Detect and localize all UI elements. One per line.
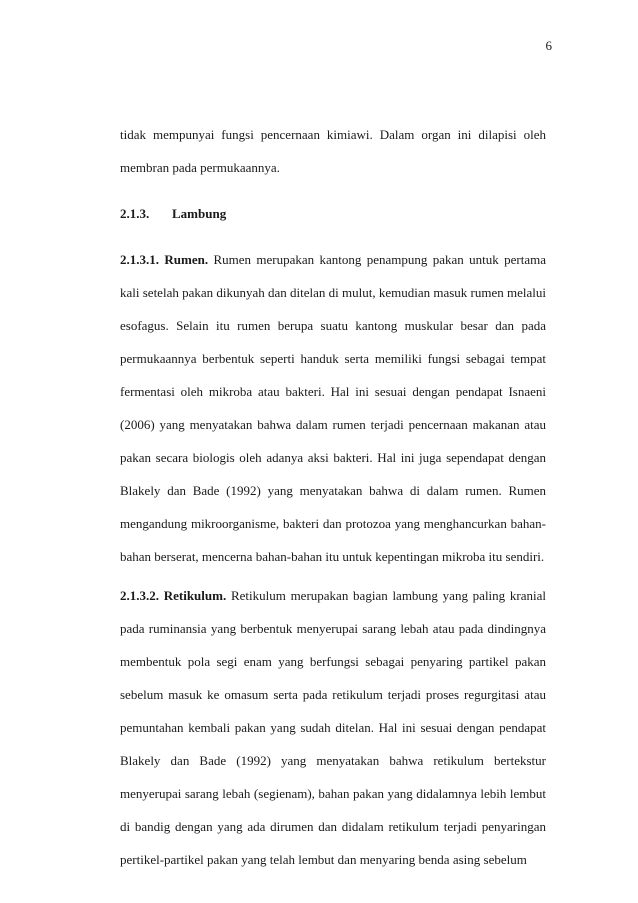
section-title: Lambung — [172, 206, 227, 221]
spacer — [120, 230, 546, 243]
retikulum-body: Retikulum merupakan bagian lambung yang paling kranial pada ruminansia yang berbentuk menyerupai sarang lebah atau pada dindingnya membentuk pola segi enam yang berfungsi sebagai penyaring partikel pakan sebelum masuk ke omasum serta pada retikulum terjadi proses regurgitasi atau pemuntahan kembali pakan yang sudah ditelan. Hal ini sesuai dengan pendapat Blakely dan Bade (1992) yang menyatakan bahwa retikulum bertekstur menyerupai sarang lebah (segienam), bahan pakan yang didalamnya lebih lembut di bandig dengan yang ada dirumen dan didalam retikulum terjadi penyaringan pertikel-partikel pakan yang telah lembut dan menyaring benda asing sebelum — [120, 588, 546, 867]
spacer — [120, 184, 546, 197]
page-number: 6 — [545, 38, 552, 53]
retikulum-heading: 2.1.3.2. Retikulum. — [120, 588, 227, 603]
page-content — [120, 118, 546, 876]
rumen-body: Rumen merupakan kantong penampung pakan untuk pertama kali setelah pakan dikunyah dan ditelan di mulut, kemudian masuk rumen melalui esofagus. Selain itu rumen berupa suatu kantong muskular besar dan pada permukaannya berbentuk seperti handuk serta memiliki fungsi sebagai tempat fermentasi oleh mikroba atau bakteri. Hal ini sesuai dengan pendapat Isnaeni (2006) yang menyatakan bahwa dalam rumen terjadi pencernaan makanan atau pakan secara biologis oleh adanya aksi bakteri. Hal ini juga sependapat dengan Blakely dan Bade (1992) yang menyatakan bahwa di dalam rumen. Rumen mengandung mikroorganisme, bakteri dan protozoa yang menghancurkan bahan-bahan berserat, mencerna bahan-bahan itu untuk kepentingan mikroba itu sendiri. — [120, 252, 547, 564]
rumen-heading: 2.1.3.1. Rumen. — [120, 252, 209, 267]
section-number: 2.1.3. — [120, 206, 150, 221]
rumen-paragraph — [120, 243, 546, 573]
retikulum-paragraph — [120, 579, 546, 876]
continuation-paragraph: tidak mempunyai fungsi pencernaan kimiawi. Dalam organ ini dilapisi oleh membran pada permukaannya. — [120, 127, 546, 175]
section-heading — [120, 197, 546, 230]
